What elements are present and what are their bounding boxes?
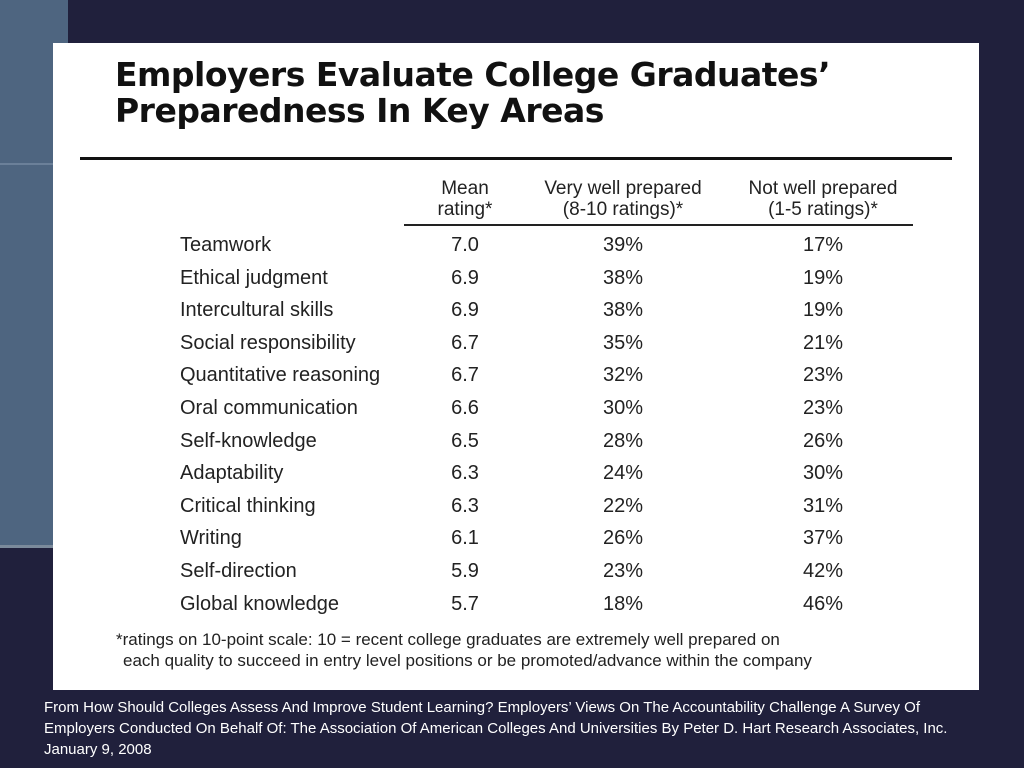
mean-rating-cell: 6.6	[451, 397, 479, 419]
header-line: (1-5 ratings)*	[768, 199, 878, 220]
source-citation: From How Should Colleges Assess And Improve Student Learning? Employers’ Views On The Accountability Challenge A Survey Of Employers Conducted On Behalf Of: The Association Of American Colleges And Universities By Peter D. Hart Research Associates, Inc. January 9, 2008	[44, 699, 948, 758]
row-label: Critical thinking	[180, 494, 316, 517]
row-label: Oral communication	[180, 397, 358, 419]
column-header-very-well	[528, 178, 718, 220]
very-well-prepared-cell: 35%	[602, 331, 644, 354]
table-row	[53, 555, 979, 587]
header-line: Mean	[441, 178, 489, 199]
footnote-continued: each quality to succeed in entry level positions or be promoted/advance within the company	[123, 651, 812, 670]
row-label: Writing	[180, 527, 242, 550]
very-well-prepared-cell: 30%	[602, 397, 644, 419]
row-label: Intercultural skills	[180, 299, 334, 322]
slide-panel	[53, 43, 979, 690]
row-label: Global knowledge	[180, 592, 339, 615]
not-well-prepared-cell: 19%	[802, 299, 844, 322]
mean-rating-cell: 6.1	[451, 527, 479, 550]
row-label: Teamwork	[180, 234, 272, 256]
table-row	[53, 327, 979, 359]
mean-rating-cell: 5.7	[451, 592, 479, 615]
table-row	[53, 490, 979, 522]
header-line: Very well prepared	[544, 178, 702, 199]
not-well-prepared-cell: 31%	[802, 494, 844, 517]
table-row	[53, 522, 979, 554]
header-line: rating*	[437, 199, 493, 220]
mean-rating-cell: 7.0	[451, 234, 479, 256]
very-well-prepared-cell: 32%	[602, 364, 644, 387]
mean-rating-cell: 6.7	[451, 364, 479, 387]
not-well-prepared-cell: 30%	[802, 462, 844, 485]
table-row	[53, 359, 979, 391]
very-well-prepared-cell: 38%	[602, 299, 644, 322]
row-label: Ethical judgment	[180, 266, 328, 289]
mean-rating-cell: 6.3	[451, 462, 479, 485]
mean-rating-cell: 6.9	[451, 299, 479, 322]
row-label: Adaptability	[180, 462, 284, 485]
table-row	[53, 425, 979, 457]
not-well-prepared-cell: 42%	[802, 560, 844, 582]
table-row	[53, 229, 979, 261]
table-row	[53, 392, 979, 424]
footnote: *ratings on 10-point scale: 10 = recent college graduates are extremely well prepared on	[116, 630, 780, 649]
side-accent-line	[0, 545, 53, 548]
header-line: Not well prepared	[748, 178, 898, 199]
table-row	[53, 588, 979, 620]
very-well-prepared-cell: 26%	[602, 527, 644, 550]
title-line-1: Employers Evaluate College Graduates’	[115, 55, 831, 94]
not-well-prepared-cell: 23%	[802, 364, 844, 387]
not-well-prepared-cell: 17%	[802, 234, 844, 256]
row-label: Social responsibility	[180, 331, 356, 354]
mean-rating-cell: 6.5	[451, 429, 479, 452]
mean-rating-cell: 6.3	[451, 494, 479, 517]
row-label: Quantitative reasoning	[180, 364, 381, 387]
very-well-prepared-cell: 22%	[602, 494, 644, 517]
mean-rating-cell: 5.9	[451, 560, 479, 582]
table-row	[53, 262, 979, 294]
very-well-prepared-cell: 38%	[602, 266, 644, 289]
table-row	[53, 294, 979, 326]
not-well-prepared-cell: 23%	[802, 397, 844, 419]
not-well-prepared-cell: 19%	[802, 266, 844, 289]
side-accent-line	[0, 163, 53, 165]
row-label: Self-direction	[180, 560, 297, 582]
column-header-mean	[425, 178, 505, 220]
very-well-prepared-cell: 23%	[602, 560, 644, 582]
mean-rating-cell: 6.7	[451, 331, 479, 354]
column-header-not-well	[733, 178, 913, 220]
title-divider	[80, 157, 952, 160]
very-well-prepared-cell: 28%	[602, 429, 644, 452]
header-line: (8-10 ratings)*	[562, 199, 684, 220]
header-divider	[404, 224, 913, 226]
very-well-prepared-cell: 24%	[602, 462, 644, 485]
very-well-prepared-cell: 18%	[602, 592, 644, 615]
row-label: Self-knowledge	[180, 429, 317, 452]
very-well-prepared-cell: 39%	[602, 234, 644, 256]
not-well-prepared-cell: 46%	[802, 592, 844, 615]
mean-rating-cell: 6.9	[451, 266, 479, 289]
not-well-prepared-cell: 26%	[802, 429, 844, 452]
slide-title	[115, 57, 830, 129]
title-line-2: Preparedness In Key Areas	[115, 91, 604, 130]
not-well-prepared-cell: 37%	[802, 527, 844, 550]
not-well-prepared-cell: 21%	[802, 331, 844, 354]
table-row	[53, 457, 979, 489]
